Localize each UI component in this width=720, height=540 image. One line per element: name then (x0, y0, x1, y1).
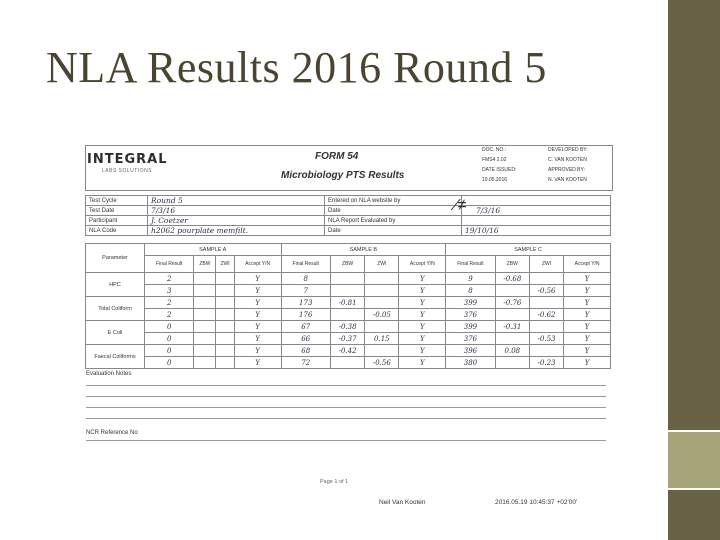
test-cycle-label: Test Cycle (86, 196, 148, 206)
result-cell-b-final: 66 (281, 333, 330, 345)
form-number: FORM 54 (315, 151, 359, 162)
result-cell-c-final: 9 (446, 273, 495, 285)
parameter-name: E Coli (86, 321, 145, 345)
participant-value: J. Coetzer (148, 216, 325, 226)
result-cell-b-zbw: -0.42 (330, 345, 364, 357)
result-cell-empty (194, 357, 216, 369)
digital-signer-name: Neil Van Kooten (379, 499, 426, 506)
result-cell-c-zbw: 0.08 (495, 345, 529, 357)
notes-line (86, 407, 606, 408)
result-cell-b-zwi: -0.05 (365, 309, 399, 321)
result-cell-c-zwi (529, 345, 563, 357)
result-cell-b-acc: Y (399, 357, 446, 369)
result-cell-c-zwi: -0.62 (529, 309, 563, 321)
approved-by-label: APPROVED BY: (548, 167, 585, 173)
result-cell-empty (216, 345, 234, 357)
result-cell-c-zbw: -0.31 (495, 321, 529, 333)
results-body (86, 273, 611, 369)
parameter-name: HPC (86, 273, 145, 297)
table-row (86, 345, 611, 357)
col-zbw-c: ZBW (495, 256, 529, 273)
table-row (86, 273, 611, 285)
page-number: Page 1 of 1 (320, 479, 349, 485)
result-cell-a-acc: Y (234, 321, 281, 333)
result-cell-b-acc: Y (399, 345, 446, 357)
slide-title: NLA Results 2016 Round 5 (46, 43, 547, 92)
result-cell-a-acc: Y (234, 285, 281, 297)
entered-by-signature (462, 196, 611, 206)
result-cell-b-final: 72 (281, 357, 330, 369)
report-evaluated-label: NLA Report Evaluated by (325, 216, 462, 226)
col-zwi-a: ZWI (216, 256, 234, 273)
result-cell-b-acc: Y (399, 321, 446, 333)
result-cell-empty (216, 309, 234, 321)
result-cell-a-acc: Y (234, 309, 281, 321)
result-cell-empty (216, 357, 234, 369)
form-title: Microbiology PTS Results (281, 170, 405, 181)
date-label-2: Date (325, 226, 462, 236)
result-cell-b-final: 8 (281, 273, 330, 285)
result-cell-c-zbw (495, 285, 529, 297)
date-issued-value: 10.05.2016 (482, 177, 508, 183)
test-date-label: Test Date (86, 206, 148, 216)
result-cell-c-zbw (495, 357, 529, 369)
result-cell-empty (194, 297, 216, 309)
results-table (85, 243, 611, 369)
result-cell-c-final: 396 (446, 345, 495, 357)
result-cell-a-final: 0 (145, 345, 194, 357)
date-issued-label: DATE ISSUED: (482, 167, 517, 173)
notes-line (86, 385, 606, 386)
result-cell-b-zwi (365, 285, 399, 297)
nla-code-value: h2062 pourplate memfilt. (148, 226, 325, 236)
participant-label: Participant (86, 216, 148, 226)
col-final-b: Final Result (281, 256, 330, 273)
result-cell-a-acc: Y (234, 333, 281, 345)
result-cell-c-zbw: -0.68 (495, 273, 529, 285)
result-cell-b-acc: Y (399, 285, 446, 297)
approved-by-value: N. VAN KOOTEN (548, 177, 587, 183)
result-cell-b-zbw: -0.37 (330, 333, 364, 345)
result-cell-c-acc: Y (564, 321, 611, 333)
result-cell-b-zwi (365, 345, 399, 357)
doc-no-label: DOC. NO.: (482, 147, 507, 153)
result-cell-b-zbw (330, 273, 364, 285)
result-cell-c-acc: Y (564, 345, 611, 357)
evaluation-notes-label: Evaluation Notes (86, 371, 132, 377)
result-cell-b-acc: Y (399, 309, 446, 321)
company-logo: INTEGRAL (87, 152, 168, 167)
result-cell-b-zwi (365, 297, 399, 309)
col-zbw-b: ZBW (330, 256, 364, 273)
result-cell-b-zbw (330, 309, 364, 321)
result-cell-empty (216, 297, 234, 309)
decorative-bar-middle (668, 432, 720, 488)
result-cell-b-zwi: 0.15 (365, 333, 399, 345)
result-cell-c-zwi (529, 297, 563, 309)
result-cell-empty (216, 285, 234, 297)
developed-by-label: DEVELOPED BY: (548, 147, 588, 153)
result-cell-b-zbw (330, 285, 364, 297)
table-row (86, 321, 611, 333)
parameter-name: Total Coliform (86, 297, 145, 321)
entered-by-label: Entered on NLA website by (325, 196, 462, 206)
result-cell-empty (194, 309, 216, 321)
table-row (86, 285, 611, 297)
result-cell-a-final: 0 (145, 357, 194, 369)
result-cell-a-acc: Y (234, 297, 281, 309)
scanned-form (55, 113, 635, 525)
result-cell-c-zbw (495, 309, 529, 321)
parameter-name: Faecal Coliforms (86, 345, 145, 369)
notes-line (86, 396, 606, 397)
result-cell-c-acc: Y (564, 285, 611, 297)
date-value-1: 7/3/16 (462, 206, 611, 216)
result-cell-c-final: 399 (446, 297, 495, 309)
test-date-value: 7/3/16 (148, 206, 325, 216)
result-cell-c-zwi (529, 273, 563, 285)
result-cell-b-zbw: -0.38 (330, 321, 364, 333)
parameter-header: Parameter (86, 244, 145, 273)
company-logo-subtitle: LABS SOLUTIONS (102, 168, 153, 174)
report-evaluated-signature (462, 216, 611, 226)
result-cell-c-zwi (529, 321, 563, 333)
result-cell-a-acc: Y (234, 273, 281, 285)
result-cell-empty (194, 345, 216, 357)
result-cell-b-acc: Y (399, 273, 446, 285)
document-control-block (478, 145, 611, 189)
table-row (86, 333, 611, 345)
result-cell-a-final: 0 (145, 321, 194, 333)
result-cell-c-zwi: -0.56 (529, 285, 563, 297)
result-cell-c-zwi: -0.23 (529, 357, 563, 369)
sample-a-header: SAMPLE A (145, 244, 282, 256)
result-cell-b-zwi (365, 273, 399, 285)
table-row (86, 297, 611, 309)
result-cell-b-final: 67 (281, 321, 330, 333)
ncr-line (86, 440, 606, 441)
col-zbw-a: ZBW (194, 256, 216, 273)
result-cell-b-final: 68 (281, 345, 330, 357)
date-label-1: Date (325, 206, 462, 216)
result-cell-b-zbw: -0.81 (330, 297, 364, 309)
result-cell-c-acc: Y (564, 309, 611, 321)
digital-signature-timestamp: 2016.05.19 10:45:37 +02'00' (495, 499, 578, 506)
sample-c-header: SAMPLE C (446, 244, 611, 256)
result-cell-b-acc: Y (399, 297, 446, 309)
result-cell-a-final: 3 (145, 285, 194, 297)
ncr-reference-label: NCR Reference No (86, 430, 138, 436)
sample-b-header: SAMPLE B (281, 244, 446, 256)
developed-by-value: C. VAN KOOTEN (548, 157, 587, 163)
table-row (86, 309, 611, 321)
result-cell-empty (216, 321, 234, 333)
result-cell-b-final: 176 (281, 309, 330, 321)
col-accept-c: Accept Y/N (564, 256, 611, 273)
decorative-bar-top (668, 0, 720, 430)
result-cell-b-zbw (330, 357, 364, 369)
result-cell-c-zbw: -0.76 (495, 297, 529, 309)
result-cell-c-final: 8 (446, 285, 495, 297)
result-cell-empty (194, 321, 216, 333)
col-accept-a: Accept Y/N (234, 256, 281, 273)
result-cell-c-final: 380 (446, 357, 495, 369)
notes-line (86, 418, 606, 419)
result-cell-empty (194, 333, 216, 345)
result-cell-a-final: 2 (145, 309, 194, 321)
test-info-table (85, 195, 611, 236)
result-cell-b-final: 173 (281, 297, 330, 309)
decorative-bar-bottom (668, 490, 720, 540)
nla-code-label: NLA Code (86, 226, 148, 236)
result-cell-a-acc: Y (234, 357, 281, 369)
date-value-2: 19/10/16 (462, 226, 611, 236)
result-cell-empty (194, 273, 216, 285)
doc-no-value: FMS4 2.02 (482, 157, 507, 163)
col-final-a: Final Result (145, 256, 194, 273)
result-cell-b-acc: Y (399, 333, 446, 345)
col-zwi-b: ZWI (365, 256, 399, 273)
result-cell-c-acc: Y (564, 333, 611, 345)
result-cell-c-final: 399 (446, 321, 495, 333)
table-row (86, 357, 611, 369)
result-cell-a-acc: Y (234, 345, 281, 357)
result-cell-c-final: 376 (446, 333, 495, 345)
result-cell-c-zwi: -0.53 (529, 333, 563, 345)
result-cell-c-acc: Y (564, 357, 611, 369)
result-cell-empty (216, 273, 234, 285)
result-cell-b-zwi (365, 321, 399, 333)
result-cell-empty (194, 285, 216, 297)
result-cell-b-zwi: -0.56 (365, 357, 399, 369)
result-cell-c-acc: Y (564, 273, 611, 285)
result-cell-b-final: 7 (281, 285, 330, 297)
col-final-c: Final Result (446, 256, 495, 273)
col-zwi-c: ZWI (529, 256, 563, 273)
result-cell-c-zbw (495, 333, 529, 345)
result-cell-a-final: 2 (145, 273, 194, 285)
result-cell-c-final: 376 (446, 309, 495, 321)
handwritten-signature-1: ⁄≠ (455, 197, 467, 214)
col-accept-b: Accept Y/N (399, 256, 446, 273)
result-cell-empty (216, 333, 234, 345)
result-cell-a-final: 2 (145, 297, 194, 309)
result-cell-a-final: 0 (145, 333, 194, 345)
test-cycle-value: Round 5 (148, 196, 325, 206)
result-cell-c-acc: Y (564, 297, 611, 309)
